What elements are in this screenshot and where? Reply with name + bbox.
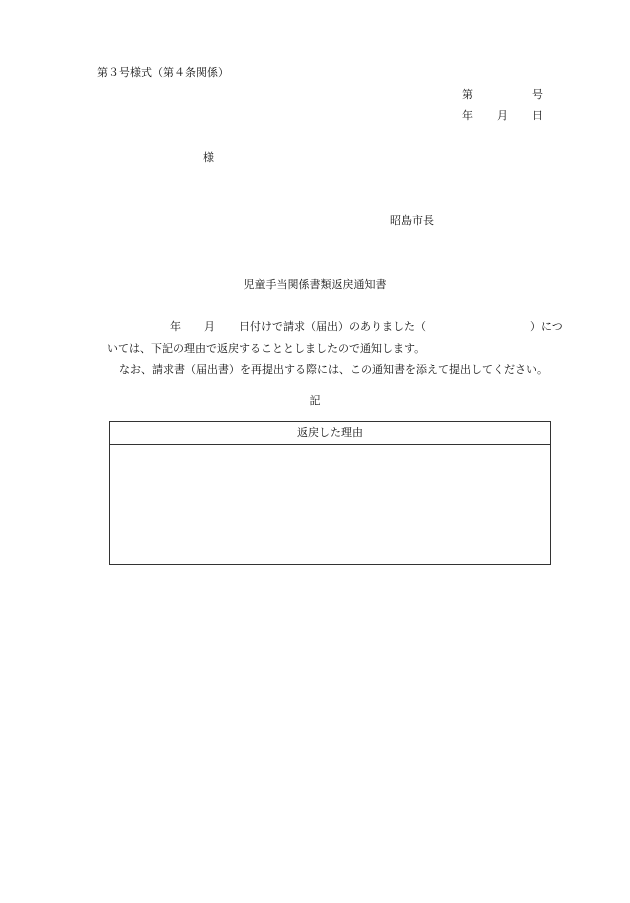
body-line1-text: 日付けで請求（届出）のありました（ (239, 320, 426, 333)
date-year-label: 年 (462, 109, 473, 122)
form-number: 第３号様式（第４条関係） (97, 66, 229, 79)
reason-table (109, 421, 551, 565)
reason-table-header: 返戻した理由 (110, 422, 550, 445)
document-number-suffix: 号 (532, 88, 543, 101)
document-number-prefix: 第 (462, 88, 473, 101)
date-day-label: 日 (532, 109, 543, 122)
date-month-label: 月 (497, 109, 508, 122)
sender-name: 昭島市長 (390, 214, 434, 227)
addressee-honorific: 様 (203, 151, 214, 164)
body-line2-text: いては、下記の理由で返戻することとしましたので通知します。 (107, 342, 426, 355)
body-year-label: 年 (170, 320, 181, 333)
body-line3-text: なお、請求書（届出書）を再提出する際には、この通知書を添えて提出してください。 (119, 363, 548, 376)
reason-table-body (110, 445, 550, 564)
body-line1-end: ）につ (530, 320, 563, 333)
body-month-label: 月 (204, 320, 215, 333)
document-title: 児童手当関係書類返戻通知書 (243, 278, 387, 291)
ki-heading: 記 (309, 394, 321, 407)
